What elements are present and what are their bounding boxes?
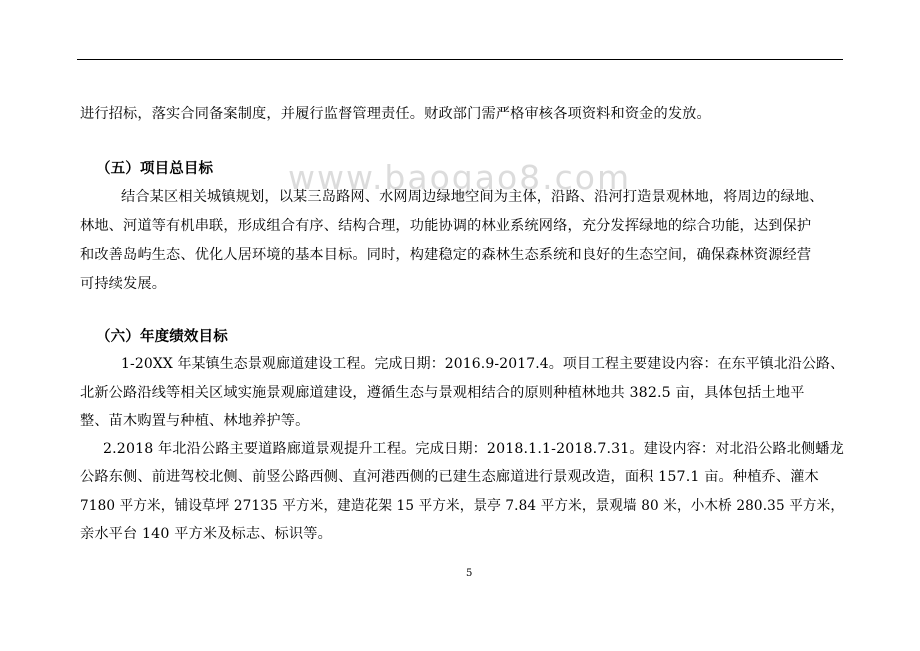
paragraph-line: 7180 平方米，铺设草坪 27135 平方米，建造花架 15 平方米，景亭 7.84 平方米，景观墙 80 米，小木桥 280.35 平方米， xyxy=(80,498,845,514)
paragraph-line: 可持续发展。 xyxy=(80,276,167,292)
paragraph-line: 公路东侧、前进驾校北侧、前竖公路西侧、直河港西侧的已建生态廊道进行景观改造，面积 157.1 亩。种植乔、灌木 xyxy=(80,469,819,485)
paragraph-line: 和改善岛屿生态、优化人居环境的基本目标。同时，构建稳定的森林生态系统和良好的生态空间，确保森林资源经营 xyxy=(80,247,812,263)
paragraph-line: 结合某区相关城镇规划，以某三岛路网、水网周边绿地空间为主体，沿路、沿河打造景观林地，将周边的绿地、 xyxy=(121,189,824,205)
paragraph-line: 整、苗木购置与种植、林地养护等。 xyxy=(80,413,310,429)
header-rule xyxy=(77,59,843,60)
paragraph-line: 进行招标，落实合同备案制度，并履行监督管理责任。财政部门需严格审核各项资料和资金的发放。 xyxy=(80,106,711,122)
section-heading-6: （六）年度绩效目标 xyxy=(96,328,228,345)
paragraph-line: 林地、河道等有机串联，形成组合有序、结构合理，功能协调的林业系统网络，充分发挥绿地的综合功能，达到保护 xyxy=(80,218,812,234)
paragraph-line: 1-20XX 年某镇生态景观廊道建设工程。完成日期：2016.9-2017.4。项目工程主要建设内容：在东平镇北沿公路、 xyxy=(121,356,845,372)
paragraph-line: 2.2018 年北沿公路主要道路廊道景观提升工程。完成日期：2018.1.1-2018.7.31。建设内容：对北沿公路北侧蟠龙 xyxy=(103,441,844,457)
watermark: www.baogao8.com xyxy=(288,158,632,197)
page-number: 5 xyxy=(466,568,473,579)
paragraph-line: 北新公路沿线等相关区域实施景观廊道建设，遵循生态与景观相结合的原则种植林地共 382.5 亩，具体包括土地平 xyxy=(80,385,805,401)
paragraph-line: 亲水平台 140 平方米及标志、标识等。 xyxy=(80,526,332,542)
section-heading-5: （五）项目总目标 xyxy=(96,160,214,177)
